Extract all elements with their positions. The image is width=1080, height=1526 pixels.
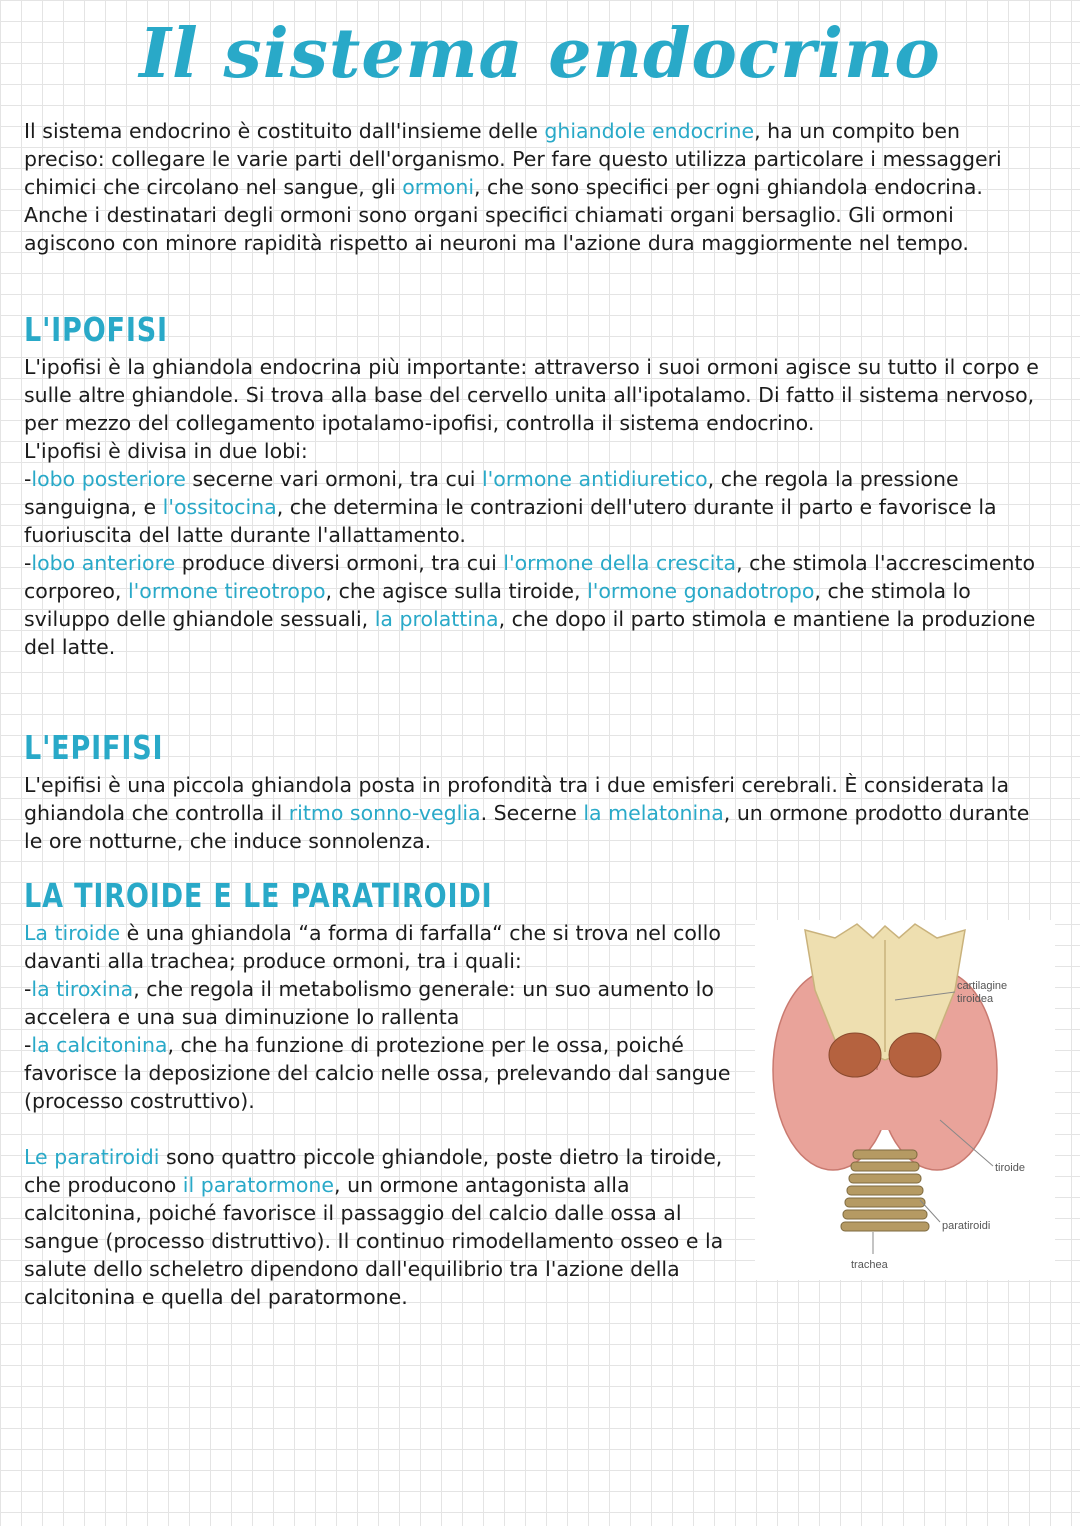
thyroid-diagram [755,920,1055,1280]
highlight-ormone-gonadotropo: l'ormone gonadotropo [587,579,815,603]
label-paratiroidi: paratiroidi [942,1220,991,1232]
text: secerne vari ormoni, tra cui [185,467,482,491]
text: , che regola il metabolismo generale: un suo aumento lo accelera e una sua diminuzione lo rallenta [24,977,714,1029]
text: , che regola la pressione sanguigna, e [24,467,959,519]
tiroide-calcitonina [24,1031,736,1115]
page-title: Il sistema endocrino [139,14,941,94]
highlight-paratiroidi: Le paratiroidi [24,1145,160,1169]
heading-ipofisi: L'IPOFISI [24,310,168,349]
trachea-ring [853,1150,917,1159]
text: L'epifisi è una piccola ghiandola posta in profondità tra i due emisferi cerebrali. È considerata la ghiandola che controlla il [24,773,1010,825]
label-trachea: trachea [851,1259,888,1271]
highlight-ormoni: ormoni [402,175,475,199]
intro-text: Il sistema endocrino è costituito dall'insieme delle [24,119,545,143]
trachea-ring [841,1222,929,1231]
text: . Secerne [480,801,584,825]
ipofisi-paragraph-1: L'ipofisi è la ghiandola endocrina più importante: attraverso i suoi ormoni agisce su tutto il corpo e sulle altre ghiandole. Si trova alla base del cervello unita all'ipotalamo. Di fatto il sistema nervoso, per mezzo del collegamento ipotalamo-ipofisi, controlla il sistema endocrino. [24,355,1039,435]
tiroide-paragraph-1 [24,919,736,975]
text: sono quattro piccole ghiandole, poste dietro la tiroide, che producono [24,1145,723,1197]
highlight-melatonina: la melatonina [583,801,724,825]
bullet-dash: - [24,977,32,1001]
label-tiroide: tiroide [995,1162,1025,1174]
text: è una ghiandola “a forma di farfalla“ che si trova nel collo davanti alla trachea; produce ormoni, tra i quali: [24,921,721,973]
thyroid-isthmus [835,1070,935,1130]
highlight-ghiandole-endocrine: ghiandole endocrine [544,119,755,143]
label-tiroidea: tiroidea [957,993,994,1005]
heading-epifisi: L'EPIFISI [24,728,164,767]
trachea-ring [845,1198,925,1207]
tiroide-section [24,919,736,1311]
text: produce diversi ormoni, tra cui [175,551,504,575]
text: , che stimola lo sviluppo delle ghiandole sessuali, [24,579,971,631]
ipofisi-lobo-posteriore [24,465,1054,549]
trachea [841,1150,929,1231]
parathyroid-upper-left [829,1033,881,1077]
intro-paragraph [24,117,1044,257]
bullet-dash: - [24,551,32,575]
highlight-ritmo-sonno-veglia: ritmo sonno-veglia [288,801,481,825]
highlight-paratormone: il paratormone [182,1173,335,1197]
ipofisi-section [24,353,1054,661]
trachea-ring [847,1186,923,1195]
highlight-lobo-anteriore: lobo anteriore [31,551,176,575]
highlight-calcitonina: la calcitonina [31,1033,168,1057]
highlight-ormone-antidiuretico: l'ormone antidiuretico [481,467,708,491]
text: , che dopo il parto stimola e mantiene la produzione del latte. [24,607,1036,659]
bullet-dash: - [24,1033,32,1057]
text: , che ha funzione di protezione per le ossa, poiché favorisce la deposizione del calcio nelle ossa, prelevando dal sangue (processo costruttivo). [24,1033,731,1113]
highlight-ossitocina: l'ossitocina [162,495,277,519]
trachea-ring [843,1210,927,1219]
text: , un ormone prodotto durante le ore notturne, che induce sonnolenza. [24,801,1030,853]
highlight-lobo-posteriore: lobo posteriore [31,467,186,491]
text: , che stimola l'accrescimento corporeo, [24,551,1036,603]
trachea-ring [851,1162,919,1171]
intro-text: , che sono specifici per ogni ghiandola endocrina. Anche i destinatari degli ormoni sono organi specifici chiamati organi bersaglio. Gli ormoni agiscono con minore rapidità rispetto ai neuroni ma l'azione dura maggiormente nel tempo. [24,175,983,255]
thyroid-illustration [755,920,1055,1280]
ipofisi-lobo-anteriore [24,549,1054,661]
highlight-ormone-crescita: l'ormone della crescita [503,551,737,575]
ipofisi-paragraph-2: L'ipofisi è divisa in due lobi: [24,439,308,463]
highlight-tiroide: La tiroide [24,921,121,945]
tiroide-tiroxina [24,975,736,1031]
text: , che determina le contrazioni dell'utero durante il parto e favorisce la fuoriuscita del latte durante l'allattamento. [24,495,997,547]
text: , che agisce sulla tiroide, [325,579,588,603]
heading-tiroide: LA TIROIDE E LE PARATIROIDI [24,876,493,915]
highlight-tiroxina: la tiroxina [31,977,134,1001]
bullet-dash: - [24,467,32,491]
highlight-ormone-tireotropo: l'ormone tireotropo [127,579,326,603]
text: , un ormone antagonista alla calcitonina, poiché favorisce il passaggio del calcio dalle ossa al sangue (processo distruttivo). Il continuo rimodellamento osseo e la salute dello scheletro dipendono dall'equilibrio tra l'azione della calcitonina e quella del paratormone. [24,1173,724,1309]
parathyroid-upper-right [889,1033,941,1077]
paratiroidi-paragraph [24,1143,736,1311]
label-cartilagine: cartilagine [957,980,1008,992]
intro-text: , ha un compito ben preciso: collegare le varie parti dell'organismo. Per fare questo utilizza particolare i messaggeri chimici che circolano nel sangue, gli [24,119,1002,199]
epifisi-paragraph [24,771,1044,855]
highlight-prolattina: la prolattina [374,607,499,631]
trachea-ring [849,1174,921,1183]
